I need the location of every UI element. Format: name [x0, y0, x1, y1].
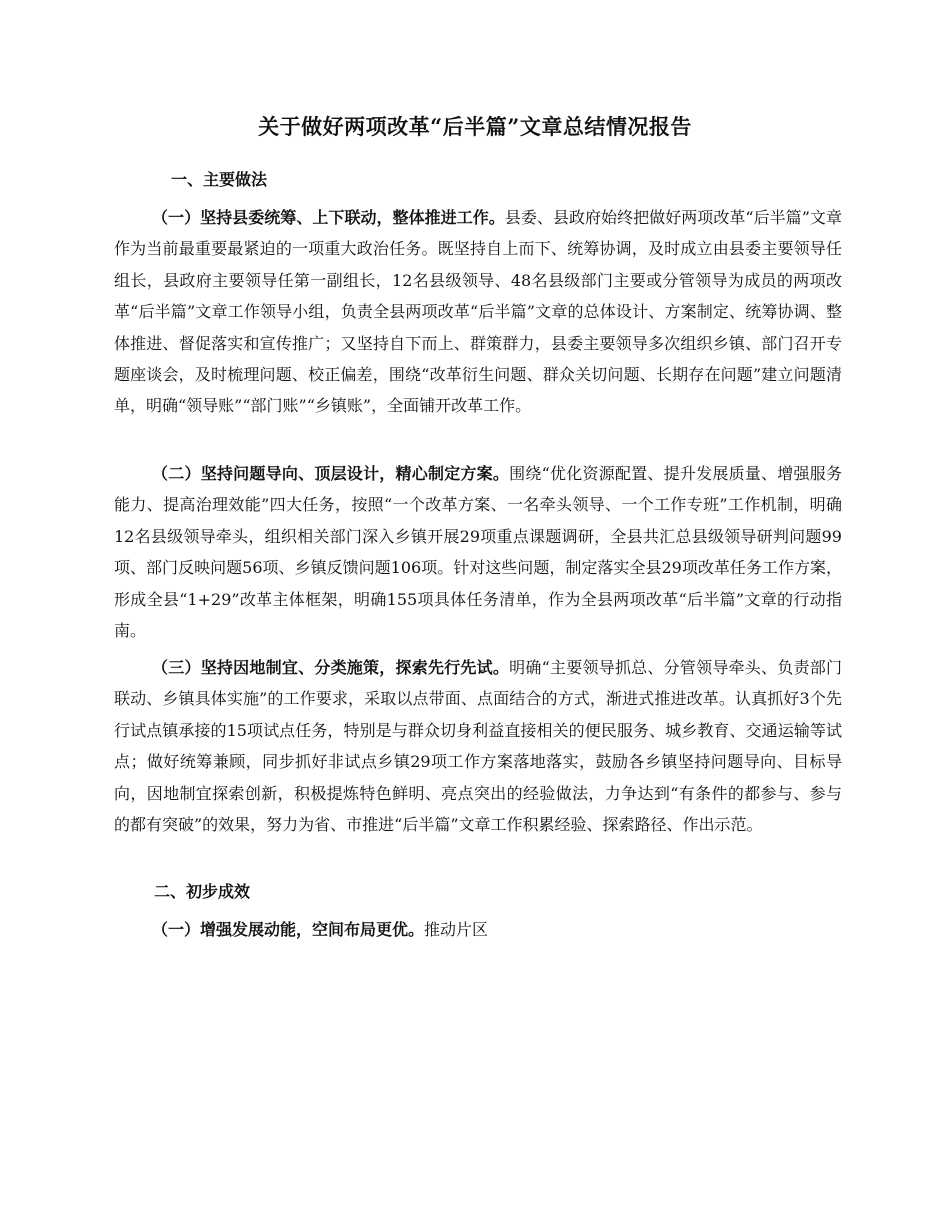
paragraph-2 [114, 458, 842, 646]
paragraph-4-lead: （一）增强发展动能，空间布局更优。 [152, 920, 425, 939]
paragraph-1 [114, 202, 842, 422]
paragraph-3-lead: （三）坚持因地制宜、分类施策，探索先行先试。 [152, 658, 510, 677]
paragraph-1-body: 县委、县政府始终把做好两项改革“后半篇”文章作为当前最重要最紧迫的一项重大政治任务。既坚持自上而下、统筹协调，及时成立由县委主要领导任组长，县政府主要领导任第一副组长，12名县级领导、48名县级部门主要或分管领导为成员的两项改革“后半篇”文章工作领导小组，负责全县两项改革“后半篇”文章的总体设计、方案制定、统筹协调、整体推进、督促落实和宣传推广；又坚持自下而上、群策群力，县委主要领导多次组织乡镇、部门召开专题座谈会，及时梳理问题、校正偏差，围绕“改革衍生问题、群众关切问题、长期存在问题”建立问题清单，明确“领导账”“部门账”“乡镇账”，全面铺开改革工作。 [114, 208, 842, 416]
paragraph-2-lead: （二）坚持问题导向、顶层设计，精心制定方案。 [152, 464, 510, 483]
paragraph-4 [114, 914, 842, 945]
section-heading-initial-results: 二、初步成效 [154, 882, 251, 901]
document-title: 关于做好两项改革“后半篇”文章总结情况报告 [258, 114, 692, 139]
paragraph-3-body: 明确“主要领导抓总、分管领导牵头、负责部门联动、乡镇具体实施”的工作要求，采取以点带面、点面结合的方式，渐进式推进改革。认真抓好3个先行试点镇承接的15项试点任务，特别是与群众切身利益直接相关的便民服务、城乡教育、交通运输等试点；做好统筹兼顾，同步抓好非试点乡镇29项工作方案落地落实，鼓励各乡镇坚持问题导向、目标导向，因地制宜探索创新，积极提炼特色鲜明、亮点突出的经验做法，力争达到“有条件的都参与、参与的都有突破”的效果，努力为省、市推进“后半篇”文章工作积累经验、探索路径、作出示范。 [114, 658, 842, 835]
paragraph-4-body: 推动片区 [424, 920, 489, 939]
section-heading-main-practices: 一、主要做法 [171, 170, 268, 189]
paragraph-2-body: 围绕“优化资源配置、提升发展质量、增强服务能力、提高治理效能”四大任务，按照“一个改革方案、一名牵头领导、一个工作专班”工作机制，明确12名县级领导牵头，组织相关部门深入乡镇开展29项重点课题调研，全县共汇总县级领导研判问题99项、部门反映问题56项、乡镇反馈问题106项。针对这些问题，制定落实全县29项改革任务工作方案，形成全县“1+29”改革主体框架，明确155项具体任务清单，作为全县两项改革“后半篇”文章的行动指南。 [114, 464, 842, 641]
paragraph-3 [114, 652, 842, 840]
paragraph-1-lead: （一）坚持县委统筹、上下联动，整体推进工作。 [152, 208, 505, 227]
